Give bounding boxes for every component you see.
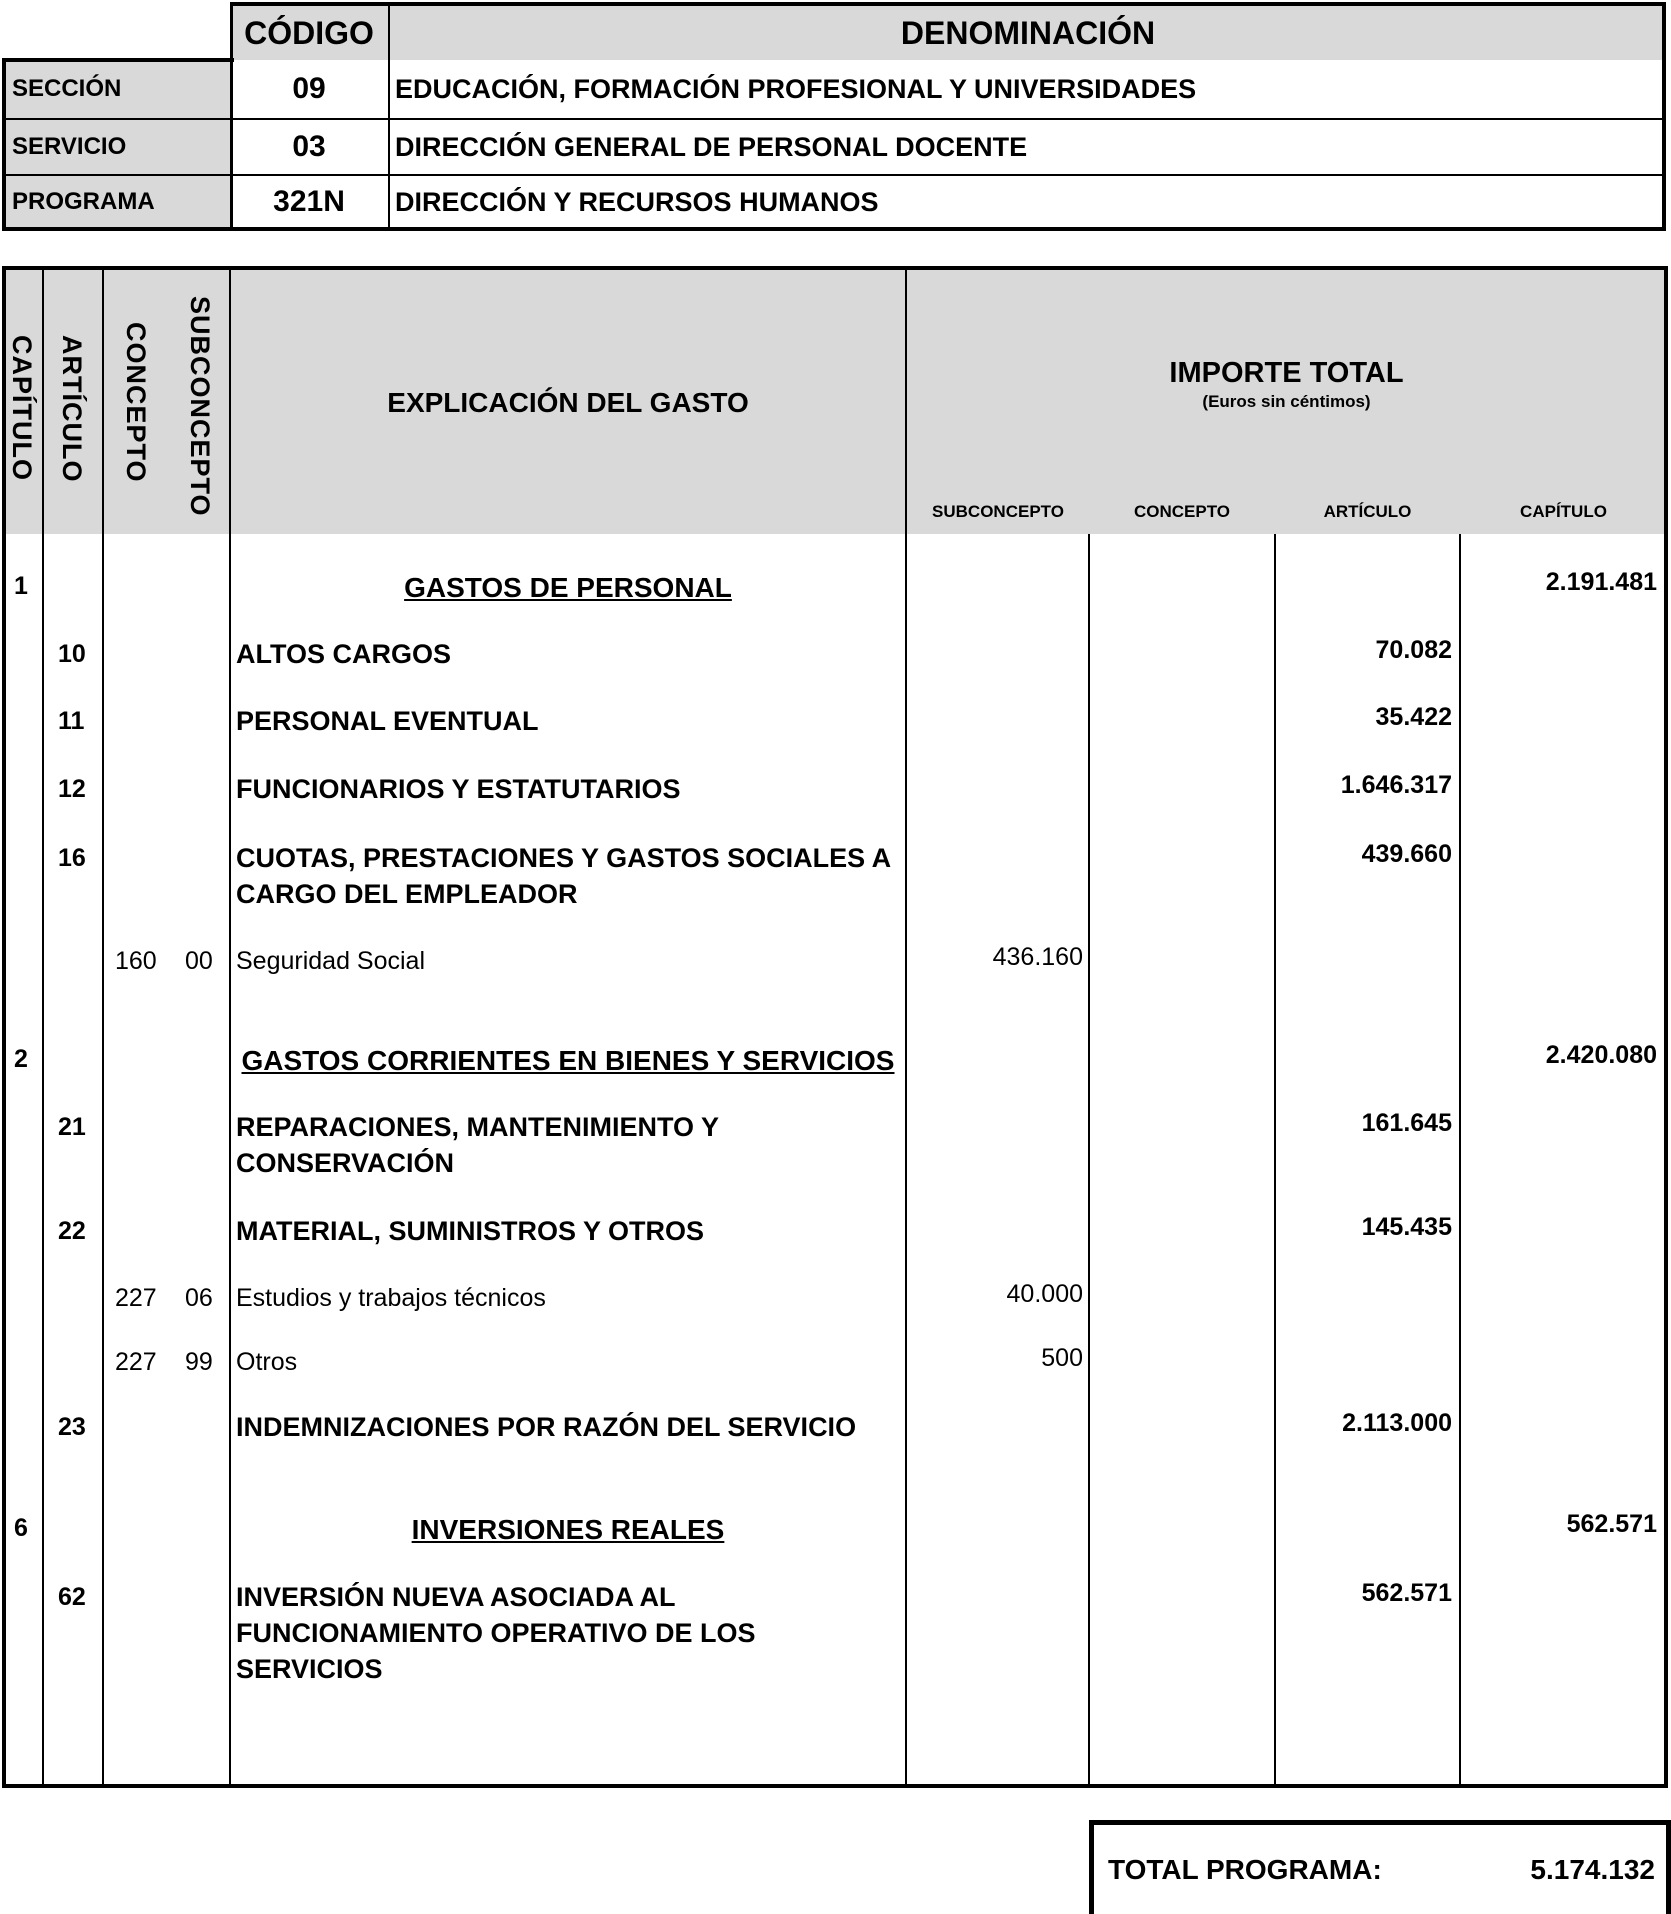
- capitulo-title: GASTOS CORRIENTES EN BIENES Y SERVICIOS: [241, 1045, 895, 1076]
- articulo-amount: 1.646.317: [1340, 771, 1452, 799]
- subconcepto-title: Otros: [236, 1348, 298, 1376]
- articulo-title: CUOTAS, PRESTACIONES Y GASTOS SOCIALES A CARGO DEL EMPLEADOR: [236, 843, 891, 909]
- subheader-concepto: CONCEPTO: [1133, 502, 1231, 521]
- subconcepto-title: Seguridad Social: [236, 947, 426, 975]
- capitulo-code: 1: [14, 572, 28, 600]
- articulo-code: 62: [58, 1583, 86, 1611]
- capitulo-code: 6: [14, 1514, 28, 1542]
- articulo-code: 22: [58, 1217, 86, 1245]
- subheader-subconcepto: SUBCONCEPTO: [932, 502, 1064, 521]
- capitulo-code: 2: [14, 1045, 28, 1073]
- capitulo-amount: 562.571: [1566, 1510, 1657, 1538]
- codigo-header: CÓDIGO: [244, 14, 374, 51]
- subconcepto-code: 99: [185, 1348, 213, 1376]
- subconcepto-code: 00: [185, 947, 213, 975]
- subconcepto-amount: 436.160: [992, 943, 1083, 971]
- capitulo-title: GASTOS DE PERSONAL: [404, 572, 732, 603]
- articulo-title: REPARACIONES, MANTENIMIENTO Y CONSERVACIÓN: [236, 1112, 719, 1178]
- articulo-code: 12: [58, 775, 86, 803]
- servicio-name: DIRECCIÓN GENERAL DE PERSONAL DOCENTE: [395, 131, 1028, 162]
- seccion-label: SECCIÓN: [12, 75, 122, 102]
- total-programa-label: TOTAL PROGRAMA:: [1108, 1854, 1382, 1885]
- articulo-code: 11: [58, 707, 85, 735]
- subconcepto-title: Estudios y trabajos técnicos: [236, 1284, 546, 1312]
- articulo-code: 10: [58, 640, 86, 668]
- capitulo-amount: 2.191.481: [1545, 568, 1657, 596]
- col-header-explicacion: EXPLICACIÓN DEL GASTO: [387, 386, 749, 418]
- seccion-code: 09: [292, 72, 326, 105]
- programa-code: 321N: [273, 185, 345, 218]
- articulo-amount: 2.113.000: [1342, 1409, 1452, 1437]
- articulo-amount: 439.660: [1361, 840, 1452, 868]
- importe-total-subtitle: (Euros sin céntimos): [1202, 392, 1371, 411]
- articulo-title: INDEMNIZACIONES POR RAZÓN DEL SERVICIO: [236, 1412, 857, 1442]
- articulo-title: INVERSIÓN NUEVA ASOCIADA AL FUNCIONAMIENTO OPERATIVO DE LOS SERVICIOS: [236, 1582, 756, 1684]
- subconcepto-amount: 40.000: [1006, 1280, 1083, 1308]
- total-programa-value: 5.174.132: [1530, 1854, 1655, 1885]
- main-table-frame: [2, 266, 1668, 1788]
- denominacion-header: DENOMINACIÓN: [900, 14, 1156, 51]
- articulo-amount: 70.082: [1375, 636, 1452, 664]
- seccion-name: EDUCACIÓN, FORMACIÓN PROFESIONAL Y UNIVERSIDADES: [395, 73, 1197, 104]
- subconcepto-code: 06: [185, 1284, 213, 1312]
- capitulo-amount: 2.420.080: [1545, 1041, 1657, 1069]
- articulo-code: 23: [58, 1413, 86, 1441]
- concepto-code: 227: [115, 1284, 157, 1312]
- servicio-label: SERVICIO: [12, 133, 127, 160]
- articulo-amount: 562.571: [1361, 1579, 1452, 1607]
- col-header-concepto: CONCEPTO: [121, 322, 151, 483]
- servicio-code: 03: [292, 130, 326, 163]
- articulo-amount: 35.422: [1375, 703, 1452, 731]
- programa-name: DIRECCIÓN Y RECURSOS HUMANOS: [395, 186, 879, 217]
- subheader-articulo: ARTÍCULO: [1323, 502, 1412, 521]
- subheader-capitulo: CAPÍTULO: [1520, 502, 1607, 521]
- articulo-title: ALTOS CARGOS: [236, 639, 452, 669]
- articulo-title: MATERIAL, SUMINISTROS Y OTROS: [236, 1216, 705, 1246]
- capitulo-title: INVERSIONES REALES: [411, 1514, 725, 1545]
- col-header-capitulo: CAPÍTULO: [7, 335, 37, 481]
- articulo-amount: 161.645: [1361, 1109, 1452, 1137]
- articulo-title: FUNCIONARIOS Y ESTATUTARIOS: [236, 774, 681, 804]
- programa-label: PROGRAMA: [12, 188, 155, 215]
- subconcepto-amount: 500: [1041, 1344, 1083, 1372]
- col-header-articulo: ARTÍCULO: [57, 335, 87, 483]
- concepto-code: 160: [115, 947, 157, 975]
- articulo-code: 21: [58, 1113, 86, 1141]
- col-header-subconcepto: SUBCONCEPTO: [185, 296, 215, 517]
- articulo-code: 16: [58, 844, 86, 872]
- importe-total-title: IMPORTE TOTAL: [1169, 356, 1404, 389]
- articulo-amount: 145.435: [1361, 1213, 1452, 1241]
- concepto-code: 227: [115, 1348, 157, 1376]
- articulo-title: PERSONAL EVENTUAL: [236, 706, 539, 736]
